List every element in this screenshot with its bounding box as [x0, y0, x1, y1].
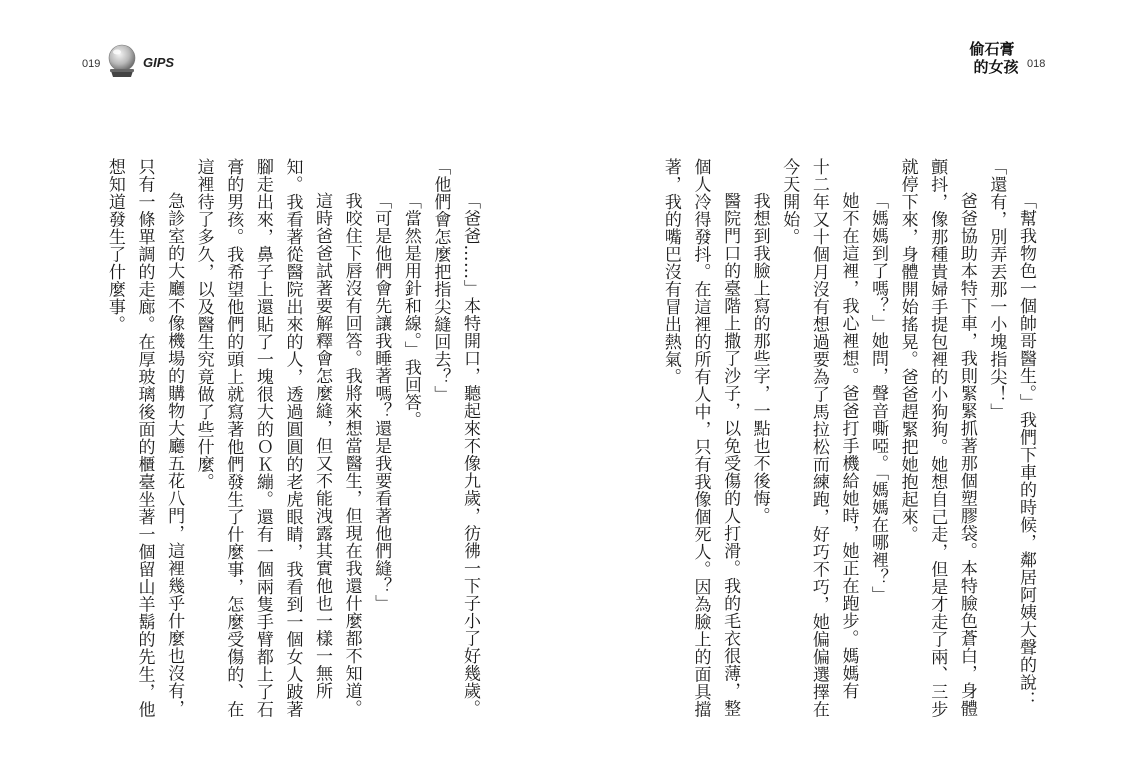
left-page-text	[84, 158, 484, 718]
text-line: 「還有，別弄丟那一小塊指尖！」	[986, 158, 1007, 421]
text-line: 個人冷得發抖。在這裡的所有人中，只有我像個死人。因為臉上的面具擋	[690, 158, 711, 718]
text-line: 「當然是用針和線。」我回答。	[400, 192, 421, 429]
series-name: GIPS	[143, 55, 175, 70]
text-line: 「媽媽到了嗎？」她問，聲音嘶啞。「媽媽在哪裡？」	[868, 192, 889, 604]
right-page-text	[660, 158, 1040, 718]
text-line: 顫抖，像那種貴婦手提包裡的小狗狗。她想自己走，但是才走了兩、三步	[927, 158, 948, 718]
text-line: 急診室的大廳不像機場的購物大廳五花八門，這裡幾乎什麼也沒有，	[164, 192, 185, 717]
text-line: 就停下來，身體開始搖晃。爸爸趕緊把她抱起來。	[897, 158, 918, 543]
text-line: 腳走出來，鼻子上還貼了一塊很大的ＯＫ繃。還有一個兩隻手臂都上了石	[252, 158, 273, 718]
right-page-number: 018	[1027, 58, 1046, 70]
text-line: 我咬住下唇沒有回答。我將來想當醫生，但現在我還什麼都不知道。	[341, 192, 362, 717]
book-title-line-1: 偷石膏	[969, 40, 1015, 58]
book-title	[960, 40, 1024, 76]
text-line: 她不在這裡，我心裡想。爸爸打手機給她時，她正在跑步。媽媽有	[838, 192, 859, 700]
text-line: 著，我的嘴巴沒有冒出熱氣。	[660, 158, 681, 386]
text-line: 膏的男孩。我希望他們的頭上就寫著他們發生了什麼事，怎麼受傷的、在	[223, 158, 244, 718]
text-line: 這時爸爸試著要解釋會怎麼縫，但又不能洩露其實他也一樣一無所	[312, 192, 333, 700]
book-title-line-2: 的女孩	[973, 58, 1019, 76]
text-line: 知。我看著從醫院出來的人，透過圓圓的老虎眼睛，我看到一個女人跛著	[282, 158, 303, 718]
text-line: 「他們會怎麼把指尖縫回去？」	[430, 158, 451, 403]
text-line: 我想到我臉上寫的那些字，一點也不後悔。	[749, 192, 770, 525]
text-line: 想知道發生了什麼事。	[104, 158, 125, 333]
text-line: 「爸爸……」本特開口，聽起來不像九歲，彷彿一下子小了好幾歲。	[460, 192, 480, 717]
text-line: 這裡待了多久，以及醫生究竟做了些什麼。	[193, 158, 214, 491]
crystal-ball-icon	[106, 42, 138, 80]
text-line: 「可是他們會先讓我睡著嗎？還是我要看著他們縫？」	[371, 192, 392, 612]
text-line: 十二年又十個月沒有想過要為了馬拉松而練跑，好巧不巧，她偏偏選擇在	[808, 158, 829, 718]
left-page-number: 019	[82, 58, 101, 70]
text-line: 「幫我物色一個帥哥醫生。」我們下車的時候，鄰居阿姨大聲的說：	[1016, 192, 1036, 709]
text-line: 今天開始。	[779, 158, 800, 246]
text-line: 爸爸協助本特下車，我則緊緊抓著那個塑膠袋。本特臉色蒼白，身體	[956, 192, 977, 717]
text-line: 醫院門口的臺階上撒了沙子，以免受傷的人打滑。我的毛衣很薄，整	[720, 192, 741, 717]
text-line: 只有一條單調的走廊。在厚玻璃後面的櫃臺坐著一個留山羊鬍的先生，他	[134, 158, 155, 718]
